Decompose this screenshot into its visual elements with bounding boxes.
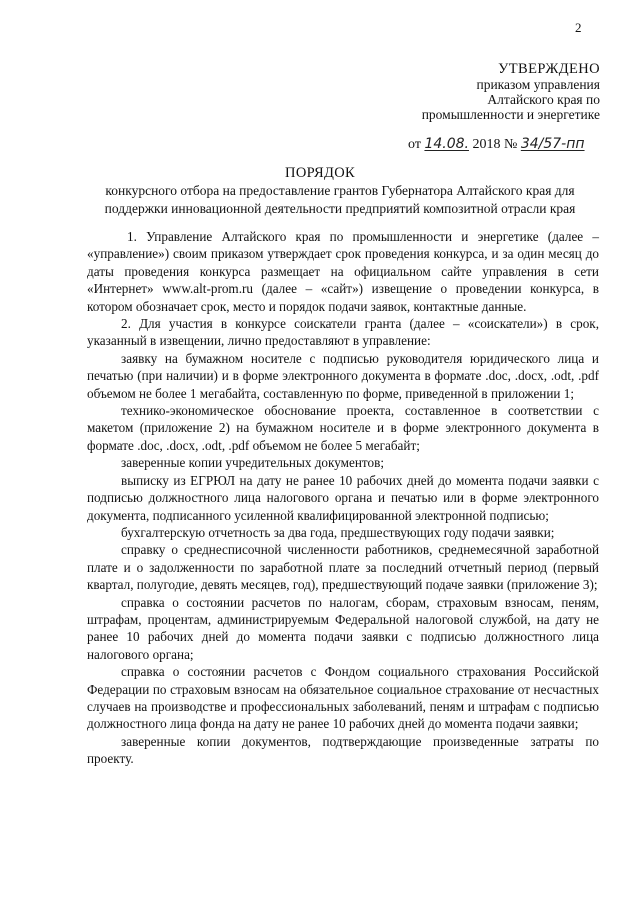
paragraph: справка о состоянии расчетов с Фондом социального страхования Российской Федерации по страховым взносам на обязательное социальное страхование от несчастных случаев на производстве и профессиональных заболеваний, пеням и штрафам с подписью должностного лица фонда на дату не ранее 10 рабочих дней до момента подачи заявки; xyxy=(87,664,599,732)
order-number-handwritten: 34/57-пп xyxy=(520,136,585,152)
document-title: ПОРЯДОК xyxy=(285,165,355,181)
approval-heading: УТВЕРЖДЕНО xyxy=(498,61,600,77)
page-number: 2 xyxy=(575,20,582,35)
order-year: 2018 № xyxy=(472,137,518,152)
paragraph: заявку на бумажном носителе с подписью руководителя юридического лица и печатью (при наличии) и в форме электронного документа в формате .doc, .docx, .odt, .pdf объемом не более 1 мегабайта, составленную по форме, приведенной в приложении 1; xyxy=(87,350,599,401)
order-prefix: от xyxy=(408,137,421,152)
paragraph: заверенные копии учредительных документов; xyxy=(121,455,384,471)
paragraph: бухгалтерскую отчетность за два года, предшествующих году подачи заявки; xyxy=(121,524,555,540)
approval-line: промышленности и энергетике xyxy=(421,107,600,122)
document-subtitle: конкурсного отбора на предоставление грантов Губернатора Алтайского края для поддержки инновационной деятельности предприятий композитной отрасли края xyxy=(104,183,576,216)
paragraph: технико-экономическое обоснование проекта, составленное в соответствии с макетом (приложение 2) на бумажном носителе и в форме электронного документа в формате .doc, .docx, .odt, .pdf объемом не более 5 мегабайт; xyxy=(87,403,599,453)
approval-line: Алтайского края по xyxy=(487,92,600,107)
paragraph: 2. Для участия в конкурсе соискатели гранта (далее – «соискатели») в срок, указанный в извещении, лично предоставляют в управление: xyxy=(87,316,599,349)
paragraph: выписку из ЕГРЮЛ на дату не ранее 10 рабочих дней до момента подачи заявки с подписью должностного лица налогового органа и печатью или в форме электронного документа, подписанного усиленной квалифицированной электронной подписью; xyxy=(87,472,599,523)
approval-line: приказом управления xyxy=(476,77,600,92)
order-date-handwritten: 14.08. xyxy=(424,136,469,152)
paragraph: справка о состоянии расчетов по налогам, сборам, страховым взносам, пеням, штрафам, процентам, администрируемым Федеральной налоговой службой, на дату не ранее 10 рабочих дней до момента подачи заявки с подписью должностного лица налогового органа; xyxy=(87,594,599,662)
approval-stamp xyxy=(380,62,600,122)
paragraph: заверенные копии документов, подтверждающие произведенные затраты по проекту. xyxy=(87,733,599,767)
paragraph: 1. Управление Алтайского края по промышленности и энергетике (далее – «управление») своим приказом утверждает срок проведения конкурса, и за один месяц до даты проведения конкурса размещает на официальном сайте управления в сети «Интернет» www.alt-prom.ru (далее – «сайт») извещение о проведении конкурса, в котором обозначает срок, место и порядок подачи заявок, контактные данные. xyxy=(87,229,599,314)
order-reference xyxy=(408,136,585,153)
document-body xyxy=(87,228,599,768)
paragraph: справку о среднесписочной численности работников, среднемесячной заработной плате и о задолженности по заработной плате за последний отчетный период (первый квартал, полугодие, девять месяцев, год), предшествующий подаче заявки (приложение 3); xyxy=(87,542,599,593)
